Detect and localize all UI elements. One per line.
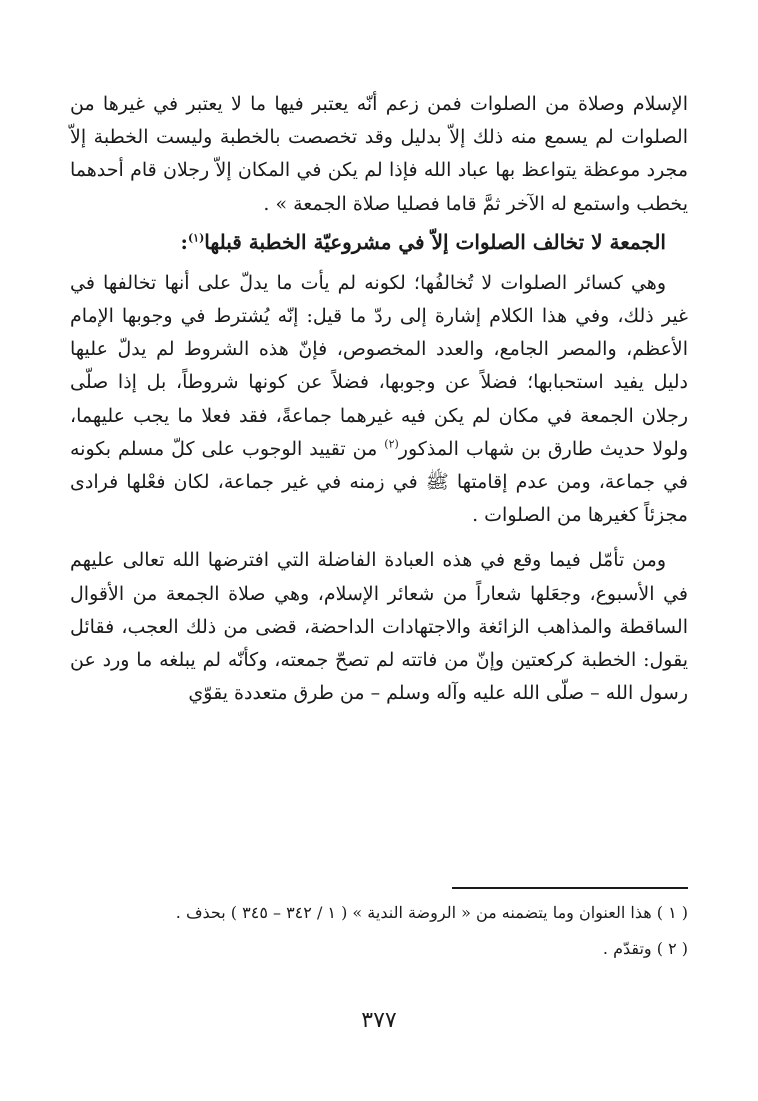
page-number: ٣٧٧ [361,1008,397,1033]
paragraph-2 [70,267,688,533]
heading-suffix: : [180,229,188,254]
paragraph-3: ومن تأمّل فيما وقع في هذه العبادة الفاضلة التي افترضها الله تعالى عليهم في الأسبوع، وجعَلها شعاراً من شعائر الإسلام، وهي صلاة الجمعة من الأقوال الساقطة والمذاهب الزائغة والاجتهادات الداحضة، قضى من ذلك العجب، فقائل يقول: الخطبة كركعتين وإنّ من فاتته لم تصحّ جمعته، وكأنّه لم يبلغه ما ورد عن رسول الله – صلّى الله عليه وآله وسلم – من طرق متعددة يقوّي [70,549,688,705]
paragraph-2-part-1: وهي كسائر الصلوات لا تُخالفُها؛ لكونه لم يأت ما يدلّ على أنها تخالفها في غير ذلك، وفي هذا الكلام إشارة إلى ردّ ما قيل: إنّه يُشترط في وجوبها الإمام الأعظم، والمصر الجامع، والعدد المخصوص، فإنّ هذه الشروط لم يدلّ عليها دليل يفيد استحبابها؛ فضلاً عن وجوبها، فضلاً عن كونها شروطاً، بل إذا صلّى رجلان الجمعة في مكان لم يكن فيه غيرهما جماعةً، فقد فعلا ما يجب عليهما، ولولا حديث طارق بن شهاب المذكور [70,271,688,460]
footnote-1: ( ١ ) هذا العنوان وما يتضمنه من « الروضة الندية » ( ١ / ٣٤٢ – ٣٤٥ ) بحذف . [175,903,688,922]
paragraph-gap [70,532,688,544]
paragraph-1: الإسلام وصلاة من الصلوات فمن زعم أنّه يعتبر فيها ما لا يعتبر في غيرها من الصلوات لم يسمع منه ذلك إلاّ بدليل وقد تخصصت بالخطبة وليست الخطبة إلاّ مجرد موعظة يتواعظ بها عباد الله فإذا لم يكن في المكان إلاّ رجلان قام أحدهما يخطب واستمع له الآخر ثمَّ قاما فصليا صلاة الجمعة » . [70,93,688,215]
footnote-ref-1: (١) [187,231,205,245]
main-text [70,88,688,710]
footnote-2: ( ٢ ) وتقدّم . [602,939,688,958]
paragraph-2-part-2: من تقييد الوجوب على كلّ مسلم بكونه في جماعة، ومن عدم إقامتها ﷺ في زمنه في غير جماعة، لكان فعْلها فرادى مجزئاً كغيرها من الصلوات . [70,437,688,527]
heading-text: الجمعة لا تخالف الصلوات إلاّ في مشروعيّة الخطبة قبلها [204,229,666,254]
section-heading [70,223,688,261]
footnotes [70,898,688,970]
footnote-ref-2: (٢) [384,437,399,451]
footnote-divider [452,887,688,889]
